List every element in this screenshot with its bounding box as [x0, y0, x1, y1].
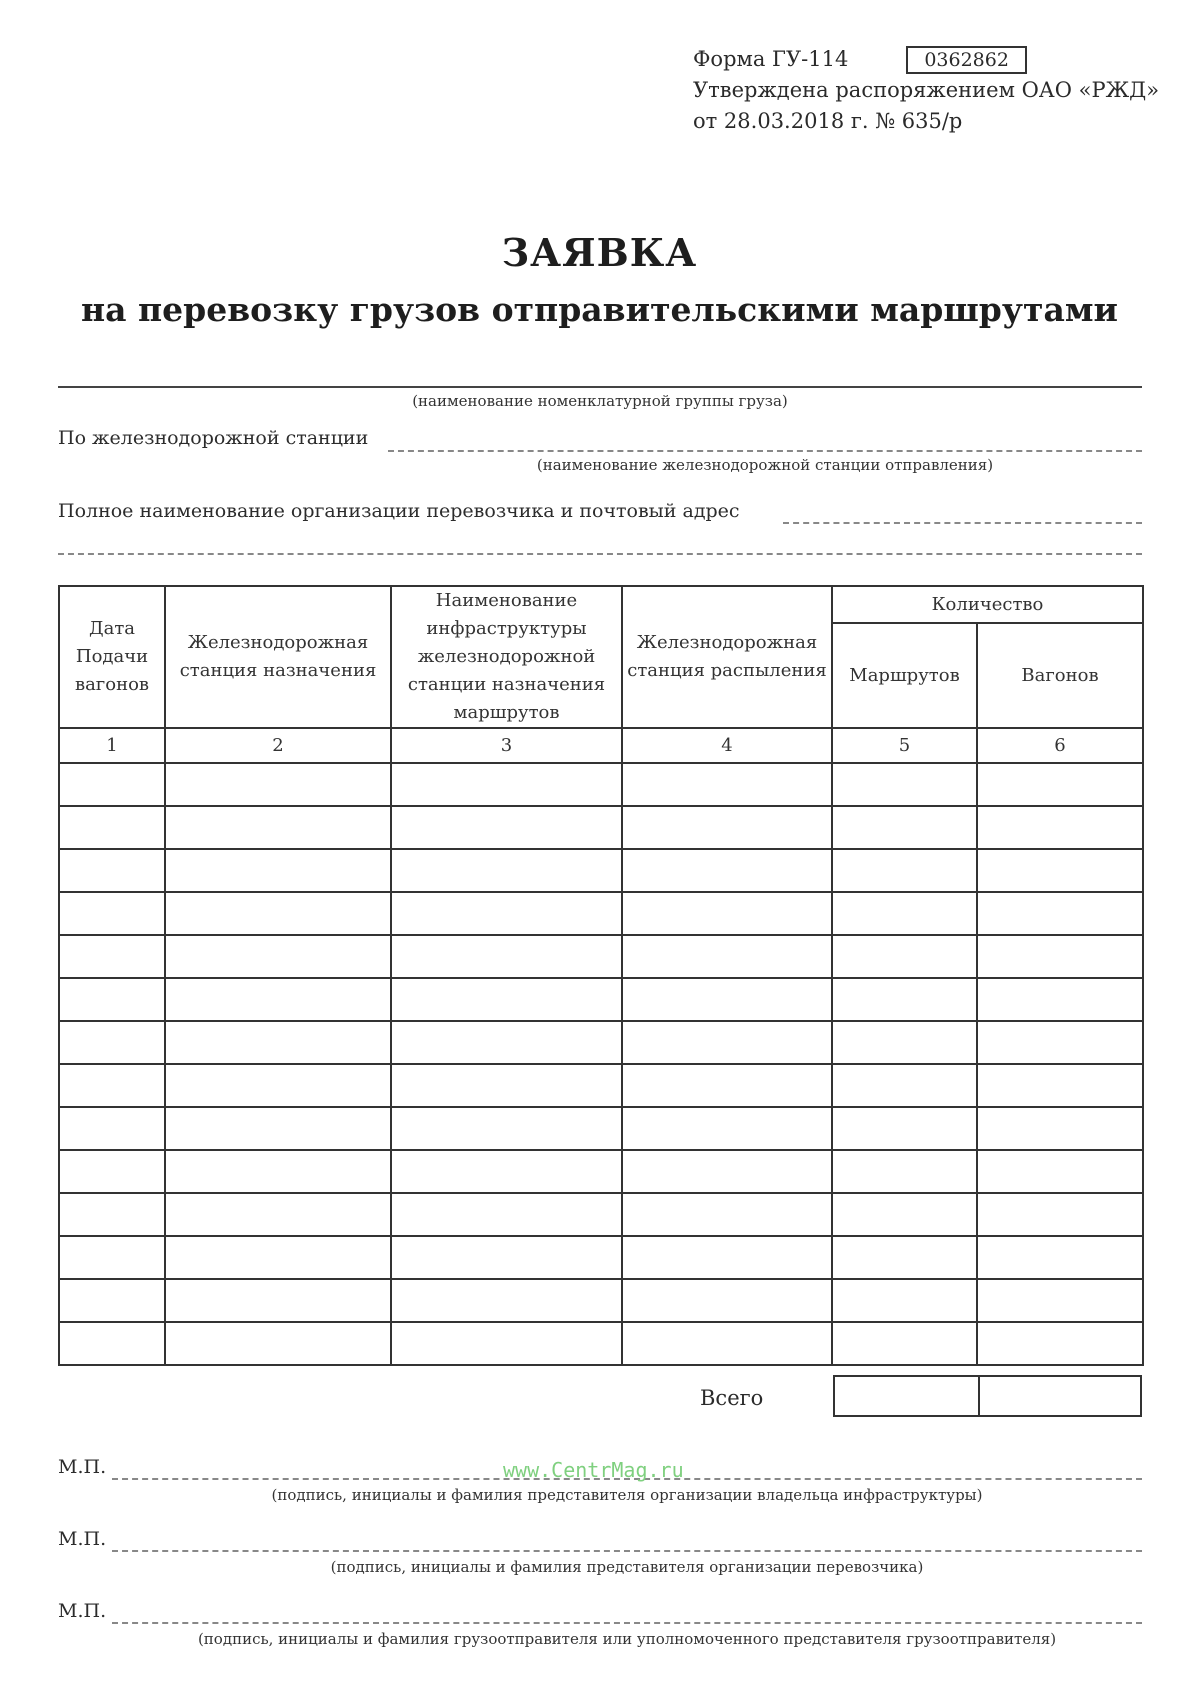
table-cell[interactable]: [391, 1107, 622, 1150]
table-cell[interactable]: [832, 1150, 977, 1193]
total-wagons-box[interactable]: [978, 1375, 1142, 1417]
table-cell[interactable]: [832, 935, 977, 978]
table-cell[interactable]: [391, 935, 622, 978]
form-number-box: 0362862: [906, 46, 1027, 74]
table-cell[interactable]: [977, 1279, 1143, 1322]
table-cell[interactable]: [622, 1193, 832, 1236]
table-cell[interactable]: [622, 1279, 832, 1322]
table-cell[interactable]: [832, 1193, 977, 1236]
table-cell[interactable]: [622, 1107, 832, 1150]
table-row: [59, 1021, 1143, 1064]
table-cell[interactable]: [391, 849, 622, 892]
table-cell[interactable]: [59, 892, 165, 935]
table-cell[interactable]: [832, 1021, 977, 1064]
table-cell[interactable]: [165, 1150, 391, 1193]
table-cell[interactable]: [59, 806, 165, 849]
carrier-field-line-2[interactable]: [58, 553, 1142, 555]
table-row: [59, 1064, 1143, 1107]
table-cell[interactable]: [977, 849, 1143, 892]
table-cell[interactable]: [832, 1064, 977, 1107]
table-cell[interactable]: [59, 1107, 165, 1150]
column-number: 1: [59, 728, 165, 763]
table-row: [59, 763, 1143, 806]
table-row: [59, 1193, 1143, 1236]
watermark: www.CentrMag.ru: [503, 1458, 684, 1482]
table-cell[interactable]: [165, 1021, 391, 1064]
signature-line-2[interactable]: [112, 1550, 1142, 1552]
table-cell[interactable]: [59, 1150, 165, 1193]
carrier-field-line[interactable]: [783, 522, 1142, 524]
header-routes: Маршрутов: [832, 623, 977, 728]
table-cell[interactable]: [391, 892, 622, 935]
form-name: Форма ГУ-114: [693, 47, 849, 71]
table-cell[interactable]: [391, 978, 622, 1021]
table-cell[interactable]: [165, 1279, 391, 1322]
column-number: 6: [977, 728, 1143, 763]
column-number: 5: [832, 728, 977, 763]
cargo-group-line[interactable]: [58, 386, 1142, 388]
table-cell[interactable]: [622, 806, 832, 849]
table-cell[interactable]: [977, 1021, 1143, 1064]
table-cell[interactable]: [622, 1236, 832, 1279]
table-cell[interactable]: [391, 1150, 622, 1193]
table-cell[interactable]: [165, 978, 391, 1021]
table-cell[interactable]: [832, 1107, 977, 1150]
table-cell[interactable]: [165, 1322, 391, 1365]
station-field-line[interactable]: [388, 450, 1142, 452]
table-cell[interactable]: [977, 1322, 1143, 1365]
table-cell[interactable]: [165, 892, 391, 935]
cargo-group-caption: (наименование номенклатурной группы груза): [412, 392, 788, 410]
table-cell[interactable]: [832, 978, 977, 1021]
table-row: [59, 806, 1143, 849]
routes-table: [58, 585, 1144, 1366]
table-cell[interactable]: [622, 1064, 832, 1107]
header-dest-station: Железнодорожная станция назначения: [165, 586, 391, 728]
approved-line: Утверждена распоряжением ОАО «РЖД»: [693, 78, 1160, 102]
table-cell[interactable]: [832, 1322, 977, 1365]
table-cell[interactable]: [165, 935, 391, 978]
table-cell[interactable]: [165, 849, 391, 892]
table-row: [59, 1150, 1143, 1193]
table-cell[interactable]: [977, 892, 1143, 935]
table-cell[interactable]: [622, 1322, 832, 1365]
form-header: [693, 44, 1159, 137]
header-date: Дата Подачи вагонов: [59, 586, 165, 728]
table-cell[interactable]: [391, 806, 622, 849]
date-line: от 28.03.2018 г. № 635/р: [693, 109, 963, 133]
table-cell[interactable]: [832, 892, 977, 935]
table-cell[interactable]: [165, 1107, 391, 1150]
header-wagons: Вагонов: [977, 623, 1143, 728]
signature-caption-1: (подпись, инициалы и фамилия представителя организации владельца инфраструктуры): [271, 1486, 983, 1504]
carrier-label: Полное наименование организации перевозчика и почтовый адрес: [58, 500, 740, 522]
table-cell[interactable]: [59, 1322, 165, 1365]
document-title: ЗАЯВКА: [501, 230, 698, 275]
table-row: [59, 978, 1143, 1021]
table-cell[interactable]: [977, 1193, 1143, 1236]
header-infrastructure: Наименование инфраструктуры железнодорожной станции назначения маршрутов: [391, 586, 622, 728]
table-row: [59, 849, 1143, 892]
table-cell[interactable]: [59, 1021, 165, 1064]
table-cell[interactable]: [832, 806, 977, 849]
signature-caption-2: (подпись, инициалы и фамилия представителя организации перевозчика): [330, 1558, 924, 1576]
table-cell[interactable]: [391, 763, 622, 806]
table-row: [59, 1279, 1143, 1322]
table-cell[interactable]: [165, 1193, 391, 1236]
stamp-label-1: М.П.: [58, 1456, 107, 1478]
table-cell[interactable]: [391, 1236, 622, 1279]
table-cell[interactable]: [832, 763, 977, 806]
table-cell[interactable]: [622, 1021, 832, 1064]
column-number: 2: [165, 728, 391, 763]
header-dispersal-station: Железнодорожная станция распыления: [622, 586, 832, 728]
table-cell[interactable]: [59, 1193, 165, 1236]
table-cell[interactable]: [165, 806, 391, 849]
table-cell[interactable]: [832, 1279, 977, 1322]
table-cell[interactable]: [391, 1021, 622, 1064]
signature-line-3[interactable]: [112, 1622, 1142, 1624]
table-cell[interactable]: [59, 978, 165, 1021]
table-cell[interactable]: [832, 849, 977, 892]
document-subtitle: на перевозку грузов отправительскими маршрутами: [81, 290, 1118, 329]
table-cell[interactable]: [59, 1279, 165, 1322]
table-cell[interactable]: [977, 806, 1143, 849]
table-cell[interactable]: [977, 1150, 1143, 1193]
table-cell[interactable]: [59, 1064, 165, 1107]
column-numbers-row: [59, 728, 1143, 763]
stamp-label-3: М.П.: [58, 1600, 107, 1622]
table-cell[interactable]: [977, 1064, 1143, 1107]
table-cell[interactable]: [977, 935, 1143, 978]
total-routes-box[interactable]: [833, 1375, 980, 1417]
table-cell[interactable]: [59, 1236, 165, 1279]
table-cell[interactable]: [622, 978, 832, 1021]
table-cell[interactable]: [59, 935, 165, 978]
stamp-label-2: М.П.: [58, 1528, 107, 1550]
station-label: По железнодорожной станции: [58, 427, 369, 449]
column-number: 3: [391, 728, 622, 763]
signature-caption-3: (подпись, инициалы и фамилия грузоотправителя или уполномоченного представителя грузоотправителя): [197, 1630, 1057, 1648]
table-cell[interactable]: [165, 1064, 391, 1107]
table-cell[interactable]: [622, 935, 832, 978]
table-cell[interactable]: [391, 1279, 622, 1322]
table-row: [59, 1236, 1143, 1279]
table-row: [59, 892, 1143, 935]
total-label: Всего: [700, 1386, 764, 1410]
table-row: [59, 1322, 1143, 1365]
table-cell[interactable]: [165, 1236, 391, 1279]
table-cell[interactable]: [165, 763, 391, 806]
station-caption: (наименование железнодорожной станции отправления): [536, 456, 994, 474]
table-cell[interactable]: [391, 1322, 622, 1365]
table-cell[interactable]: [977, 763, 1143, 806]
header-quantity: Количество: [832, 586, 1143, 623]
table-cell[interactable]: [622, 1150, 832, 1193]
table-cell[interactable]: [59, 849, 165, 892]
table-cell[interactable]: [622, 763, 832, 806]
table-cell[interactable]: [977, 978, 1143, 1021]
table-row: [59, 1107, 1143, 1150]
table-cell[interactable]: [391, 1193, 622, 1236]
column-number: 4: [622, 728, 832, 763]
table-cell[interactable]: [622, 892, 832, 935]
table-cell[interactable]: [977, 1236, 1143, 1279]
table-cell[interactable]: [622, 849, 832, 892]
table-cell[interactable]: [391, 1064, 622, 1107]
table-row: [59, 935, 1143, 978]
table-cell[interactable]: [59, 763, 165, 806]
table-cell[interactable]: [832, 1236, 977, 1279]
table-cell[interactable]: [977, 1107, 1143, 1150]
